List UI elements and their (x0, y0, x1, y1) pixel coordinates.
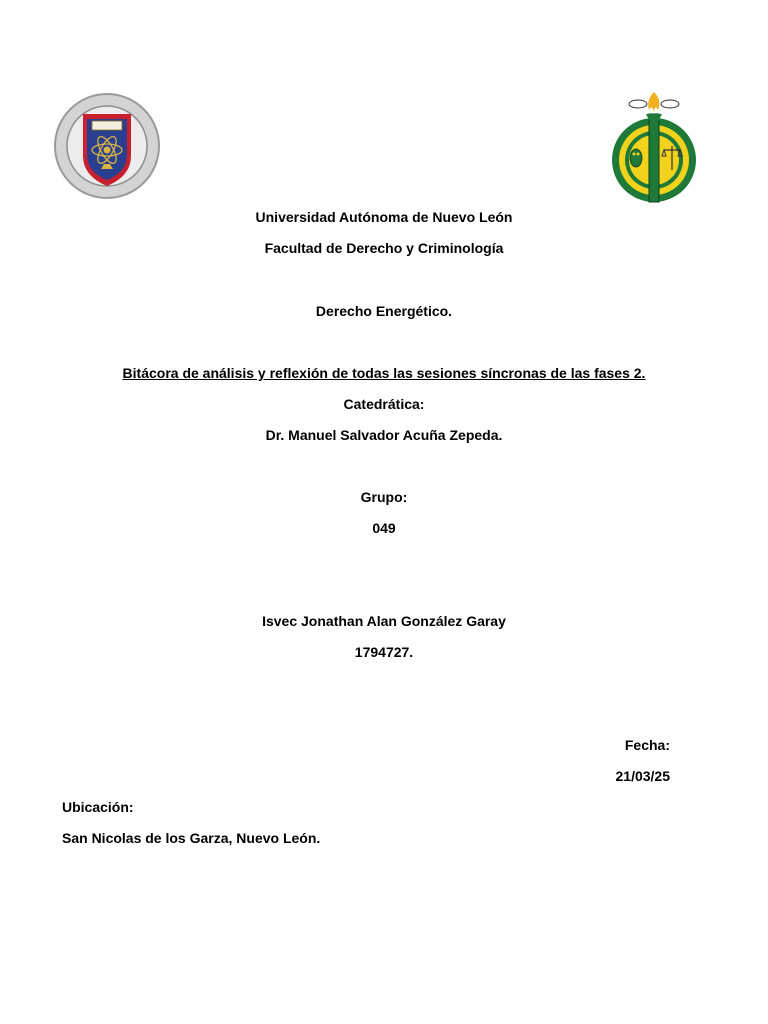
group-label: Grupo: (360, 489, 408, 505)
uanl-seal-logo (52, 92, 162, 200)
assignment-title-text: Bitácora de análisis y reflexión de todas las sesiones síncronas de las fases 2. (122, 365, 646, 381)
student-name: Isvec Jonathan Alan González Garay (262, 613, 506, 629)
location-label: Ubicación: (62, 799, 134, 815)
instructor-name: Dr. Manuel Salvador Acuña Zepeda. (265, 427, 503, 443)
location-value: San Nicolas de los Garza, Nuevo León. (62, 830, 321, 846)
university-name: Universidad Autónoma de Nuevo León (255, 209, 513, 225)
facdyc-seal-logo (608, 90, 700, 206)
group-value: 049 (372, 520, 396, 536)
student-id: 1794727. (354, 644, 414, 660)
assignment-title (0, 364, 768, 382)
date-value: 21/03/25 (615, 768, 670, 784)
faculty-name: Facultad de Derecho y Criminología (264, 240, 504, 256)
instructor-label: Catedrática: (343, 396, 425, 412)
course-title: Derecho Energético. (315, 303, 453, 319)
date-label: Fecha: (624, 737, 670, 753)
